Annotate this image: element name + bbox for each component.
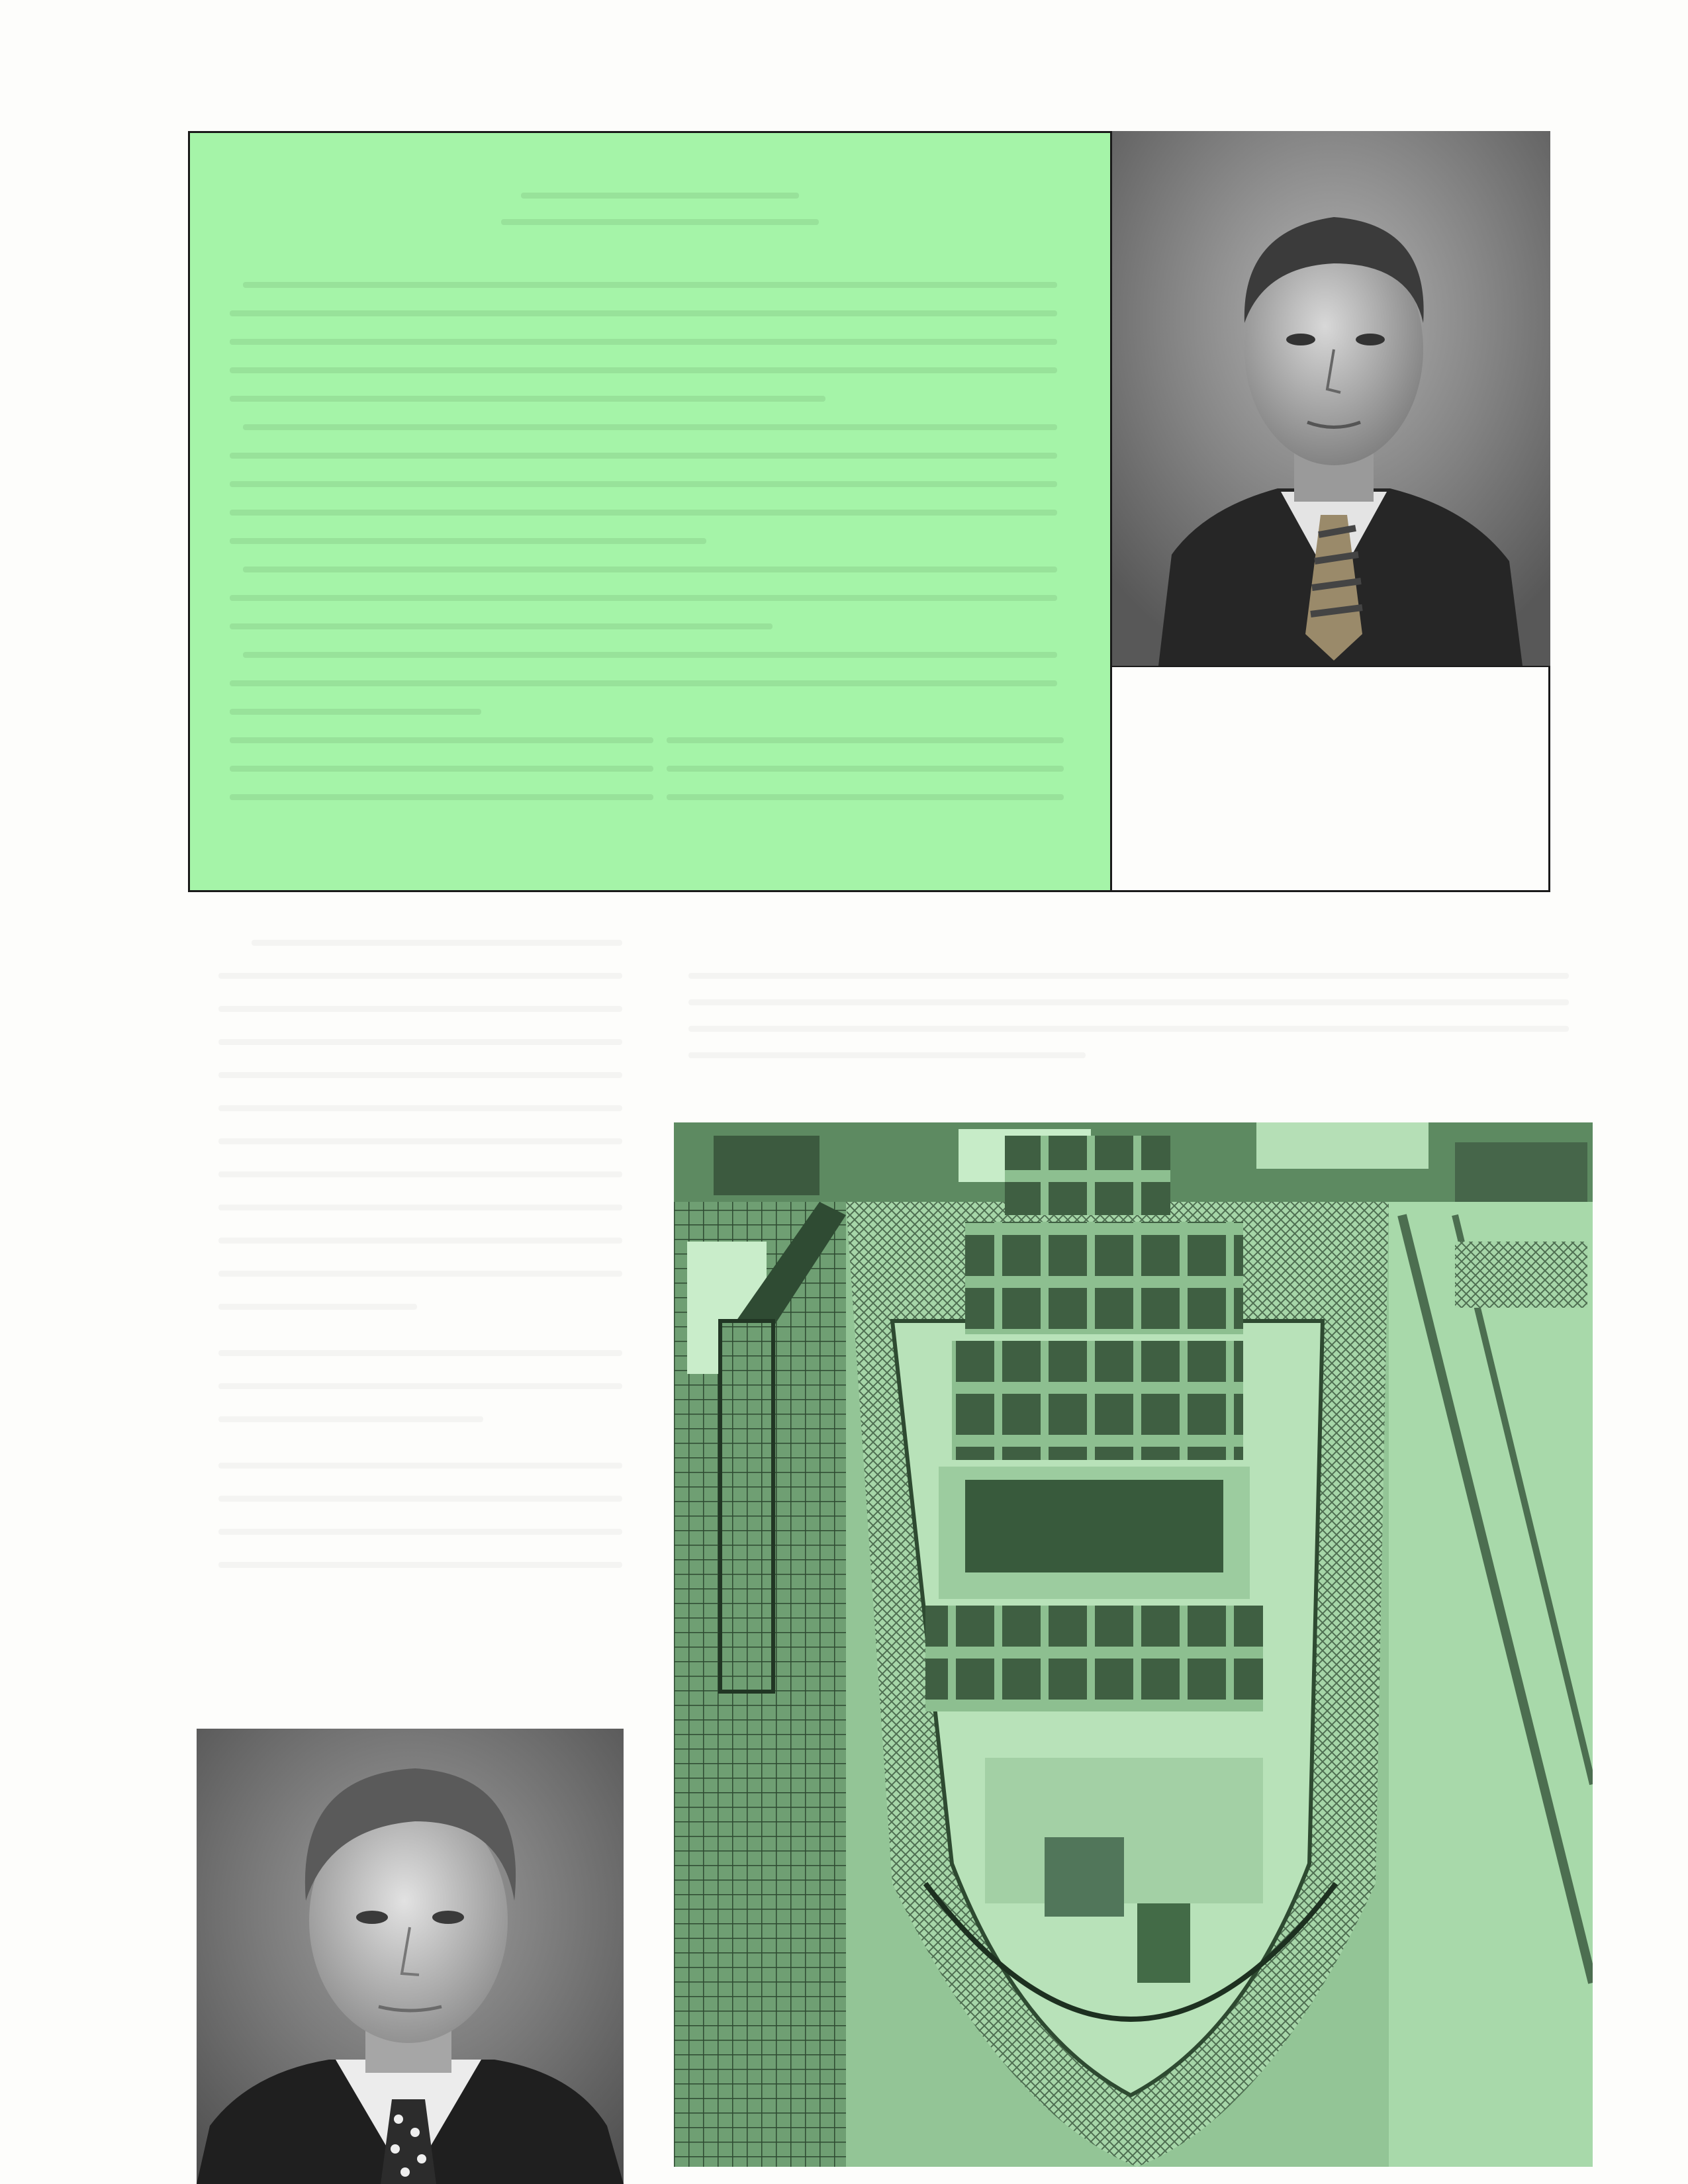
shipyard-image xyxy=(674,1122,1593,2167)
right-column-ghost-text xyxy=(688,973,1589,1105)
feature-green-panel xyxy=(190,133,1110,890)
left-column-ghost-text xyxy=(199,940,649,1701)
portrait-photo-top xyxy=(1110,131,1550,666)
portrait-bottom-image xyxy=(197,1729,624,2184)
portrait-top-image xyxy=(1112,131,1550,666)
shipyard-photo xyxy=(674,1122,1593,2167)
portrait-photo-bottom xyxy=(197,1729,624,2184)
portrait-caption-area xyxy=(1110,666,1550,892)
